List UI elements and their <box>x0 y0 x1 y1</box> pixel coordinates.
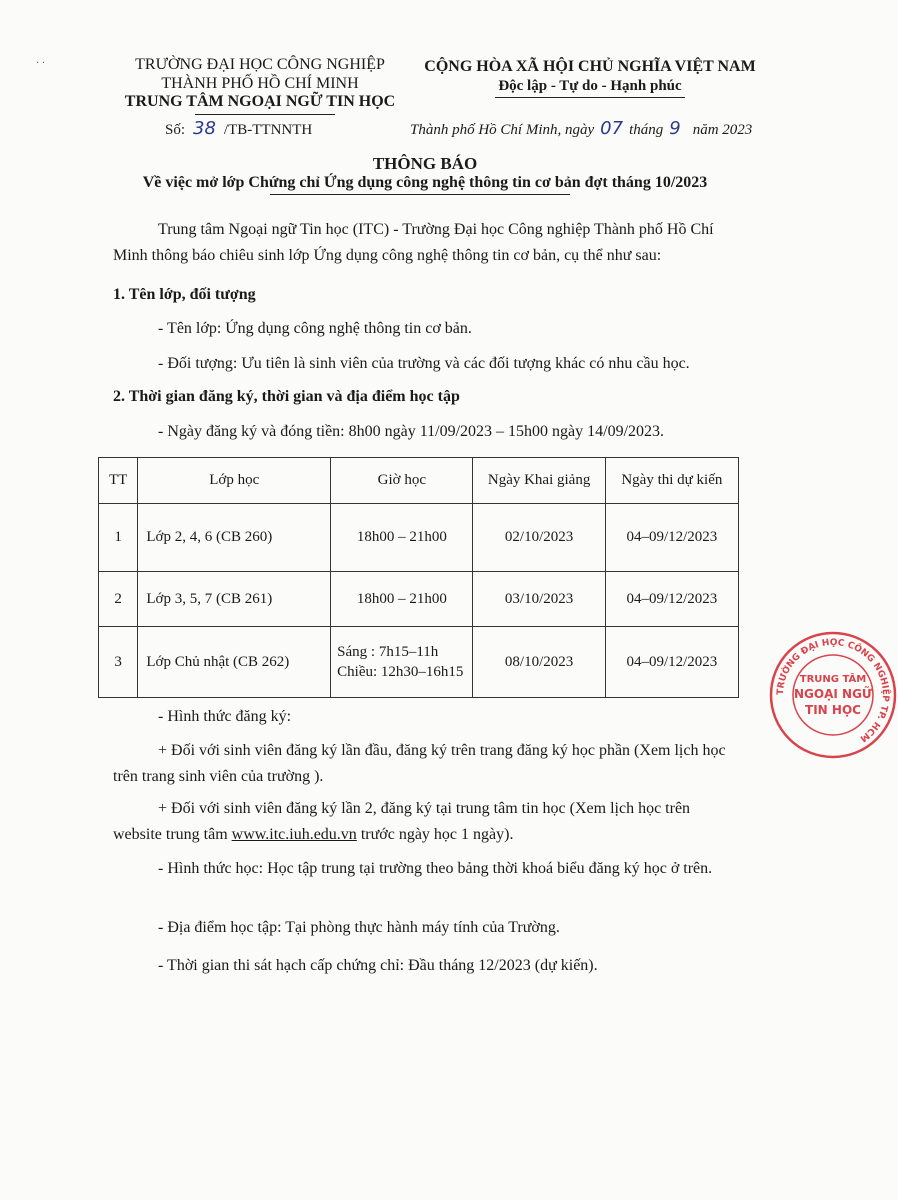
nation-underline <box>495 97 685 98</box>
stamp-text-mid1: NGOẠI NGỮ <box>794 687 872 701</box>
table-header: Lớp học <box>138 458 331 504</box>
gio-chieu: Chiều: 12h30–16h15 <box>337 664 464 680</box>
date-month-label: tháng <box>629 122 664 138</box>
official-stamp <box>768 630 898 760</box>
second-time-text-a: + Đối với sinh viên đăng ký lần 2, đăng ký tại trung tâm tin học (Xem lịch học trên website trung tâm <box>113 800 691 843</box>
section-2-reg-line: - Ngày đăng ký và đóng tiền: 8h00 ngày 11/09/2023 – 15h00 ngày 14/09/2023. <box>158 423 665 440</box>
table-header-row <box>99 458 739 504</box>
intro-paragraph: Trung tâm Ngoại ngữ Tin học (ITC) - Trường Đại học Công nghiệp Thành phố Hồ Chí Minh thông báo chiêu sinh lớp Ứng dụng công nghệ thông tin cơ bản, cụ thể như sau: <box>113 221 714 264</box>
date-prefix: Thành phố Hồ Chí Minh, ngày <box>410 122 595 138</box>
notice-subtitle: Về việc mở lớp Chứng chỉ Ứng dụng công nghệ thông tin cơ bản đợt tháng 10/2023 <box>142 174 708 191</box>
cell-tt: 3 <box>99 627 138 698</box>
nation-line-2: Độc lập - Tự do - Hạnh phúc <box>498 78 682 94</box>
cell-lop: Lớp 3, 5, 7 (CB 261) <box>138 572 331 627</box>
table-header: Giờ học <box>331 458 473 504</box>
stamp-text-top: TRUNG TÂM <box>799 674 867 685</box>
table-row <box>99 572 739 627</box>
website-link[interactable]: www.itc.iuh.edu.vn <box>231 826 357 843</box>
org-line-3: TRUNG TÂM NGOẠI NGỮ TIN HỌC <box>124 93 396 110</box>
date-month: 9 <box>669 118 681 139</box>
org-underline <box>195 114 335 115</box>
table-header: Ngày thi dự kiến <box>605 458 738 504</box>
cell-khai-giang: 03/10/2023 <box>473 572 605 627</box>
cell-gio: 18h00 – 21h00 <box>331 504 473 572</box>
subtitle-underline <box>270 194 570 195</box>
org-header <box>110 55 410 93</box>
cell-tt: 1 <box>99 504 138 572</box>
cell-ngay-thi: 04–09/12/2023 <box>605 627 738 698</box>
so-suffix: /TB-TTNNTH <box>223 122 313 138</box>
cell-tt: 2 <box>99 572 138 627</box>
date-day: 07 <box>600 118 624 139</box>
document-number <box>165 118 312 139</box>
scan-speck: · · <box>36 58 46 69</box>
org-line-1: TRƯỜNG ĐẠI HỌC CÔNG NGHIỆP <box>135 56 385 73</box>
section-1-line-2: - Đối tượng: Ưu tiên là sinh viên của trường và các đối tượng khác có nhu cầu học. <box>158 355 690 372</box>
org-line-2: THÀNH PHỐ HỒ CHÍ MINH <box>161 75 359 92</box>
cell-gio <box>331 627 473 698</box>
table-row <box>99 504 739 572</box>
stamp-ring-text: TRƯỜNG ĐẠI HỌC CÔNG NGHIỆP TP. HCM <box>775 637 891 744</box>
study-form: - Hình thức học: Học tập trung tại trường theo bảng thời khoá biểu đăng ký học ở trên. <box>158 860 713 877</box>
cell-khai-giang: 08/10/2023 <box>473 627 605 698</box>
second-time-registration <box>113 796 738 848</box>
cell-gio: 18h00 – 21h00 <box>331 572 473 627</box>
exam-time: - Thời gian thi sát hạch cấp chứng chỉ: Đầu tháng 12/2023 (dự kiến). <box>158 957 598 974</box>
date-year: năm 2023 <box>692 122 753 138</box>
so-number: 38 <box>193 118 216 139</box>
schedule-table <box>98 457 739 698</box>
form-label: - Hình thức đăng ký: <box>158 708 292 725</box>
cell-ngay-thi: 04–09/12/2023 <box>605 504 738 572</box>
cell-khai-giang: 02/10/2023 <box>473 504 605 572</box>
table-header: Ngày Khai giảng <box>473 458 605 504</box>
cell-lop: Lớp Chủ nhật (CB 262) <box>138 627 331 698</box>
notice-title: THÔNG BÁO <box>372 154 478 173</box>
stamp-text-mid2: TIN HỌC <box>805 703 861 717</box>
section-2-heading: 2. Thời gian đăng ký, thời gian và địa điểm học tập <box>113 388 460 405</box>
study-location: - Địa điểm học tập: Tại phòng thực hành máy tính của Trường. <box>158 919 560 936</box>
second-time-text-b: trước ngày học 1 ngày). <box>356 826 514 843</box>
cell-ngay-thi: 04–09/12/2023 <box>605 572 738 627</box>
table-header: TT <box>99 458 138 504</box>
section-1-heading: 1. Tên lớp, đối tượng <box>113 286 256 303</box>
section-1-line-1: - Tên lớp: Ứng dụng công nghệ thông tin cơ bản. <box>158 320 472 337</box>
table-row <box>99 627 739 698</box>
gio-sang: Sáng : 7h15–11h <box>337 644 439 660</box>
cell-lop: Lớp 2, 4, 6 (CB 260) <box>138 504 331 572</box>
document-date <box>410 118 752 139</box>
so-label: Số: <box>165 122 186 138</box>
first-time-registration: + Đối với sinh viên đăng ký lần đầu, đăng ký trên trang đăng ký học phần (Xem lịch học trên trang sinh viên của trường ). <box>113 742 726 785</box>
nation-line-1: CỘNG HÒA XÃ HỘI CHỦ NGHĨA VIỆT NAM <box>424 58 756 75</box>
